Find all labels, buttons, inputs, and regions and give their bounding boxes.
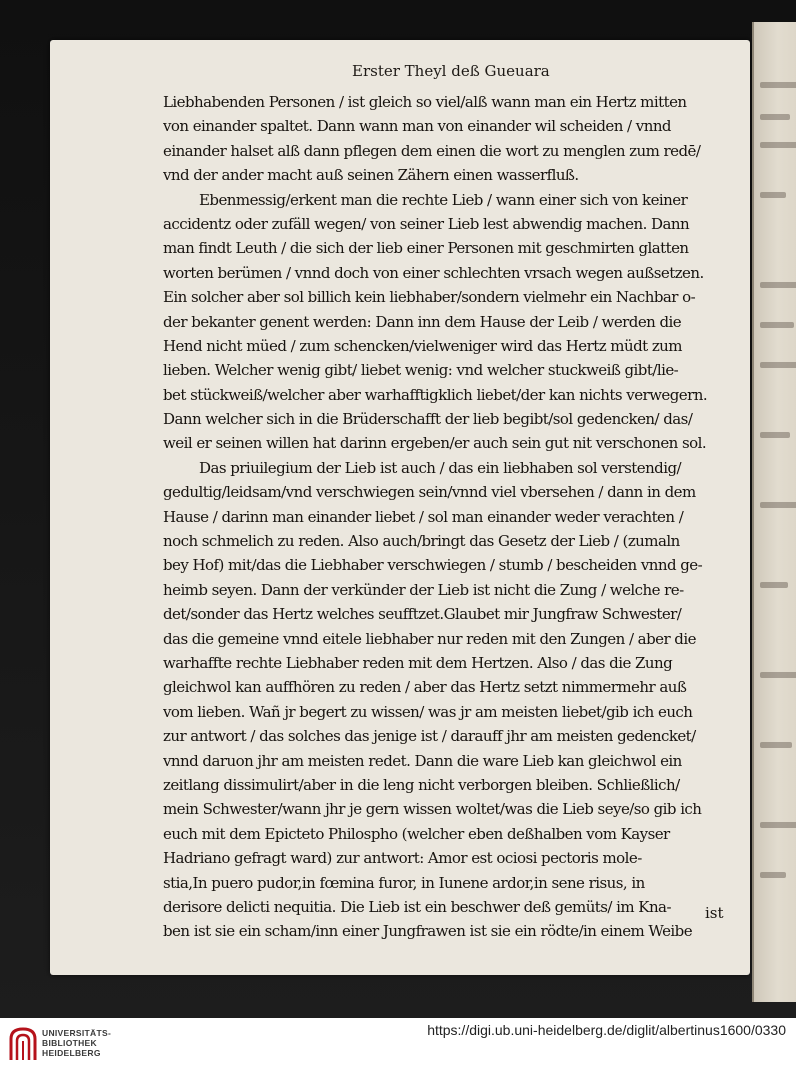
text-line: bet stückweiß/welcher aber warhafftigklich liebet/der kan nichts verwegern. — [163, 385, 708, 404]
text-line: heimb seyen. Dann der verkünder der Lieb ist nicht die Zung / welche re- — [163, 580, 684, 599]
text-line: Hause / darinn man einander liebet / sol man einander weder verachten / — [163, 507, 684, 526]
text-line: noch schmelich zu reden. Also auch/bringt das Gesetz der Lieb / (zumaln — [163, 532, 680, 551]
text-line: das die gemeine vnnd eitele liebhaber nur reden mit den Zungen / aber die — [163, 629, 696, 648]
text-line: mein Schwester/wann jhr je gern wissen woltet/was die Lieb seye/so gib ich — [163, 800, 702, 819]
text-line: gleichwol kan auffhören zu reden / aber das Hertz setzt nimmermehr auß — [163, 678, 687, 697]
text-line: bey Hof) mit/das die Liebhaber verschwiegen / stumb / bescheiden vnnd ge- — [163, 556, 703, 575]
text-line: accidentz oder zufäll wegen/ von seiner Lieb lest abwendig machen. Dann — [163, 214, 690, 233]
text-line: lieben. Welcher wenig gibt/ liebet wenig: vnd welcher stuckweiß gibt/lie- — [163, 361, 679, 380]
text-line: zur antwort / das solches das jenige ist / darauff jhr am meisten gedencket/ — [163, 727, 696, 746]
catchword: ist — [705, 904, 724, 922]
text-line: euch mit dem Epicteto Philospho (welcher eben deßhalben vom Kayser — [163, 824, 670, 843]
text-line: einander halset alß dann pflegen dem einen die wort zu menglen zum redē/ — [163, 141, 701, 160]
text-line: von einander spaltet. Dann wann man von einander wil scheiden / vnnd — [163, 117, 671, 136]
text-line: zeitlang dissimulirt/aber in die leng nicht verborgen bleiben. Schließlich/ — [163, 775, 680, 794]
text-line: det/sonder das Hertz welches seufftzet.Glaubet mir Jungfraw Schwester/ — [163, 605, 682, 624]
text-line: ben ist sie ein scham/inn einer Jungfrawen ist sie ein rödte/in einem Weibe — [163, 922, 693, 941]
library-logo-text[interactable] — [42, 1028, 111, 1058]
text-line: worten berümen / vnnd doch von einer schlechten vrsach wegen außsetzen. — [163, 263, 704, 282]
text-line: warhaffte rechte Liebhaber reden mit dem Hertzen. Also / das die Zung — [163, 653, 673, 672]
text-line: Liebhabenden Personen / ist gleich so viel/alß wann man ein Hertz mitten — [163, 93, 687, 111]
permalink-url[interactable]: https://digi.ub.uni-heidelberg.de/diglit/albertinus1600/0330 — [427, 1022, 786, 1038]
text-line: vnd der ander macht auß seinen Zähern einen wasserfluß. — [163, 166, 579, 185]
text-line: stia,In puero pudor,in fœmina furor, in Iunene ardor,in sene risus, in — [163, 873, 645, 892]
text-line: man findt Leuth / die sich der lieb einer Personen mit geschmirten glatten — [163, 239, 689, 258]
logo-line: HEIDELBERG — [42, 1048, 101, 1058]
text-line: Das priuilegium der Lieb ist auch / das ein liebhaben sol verstendig/ — [199, 458, 682, 477]
text-line: der bekanter genent werden: Dann inn dem Hause der Leib / werden die — [163, 312, 682, 331]
text-line: gedultig/leidsam/vnd verschwiegen sein/vnnd viel vbersehen / dann in dem — [163, 483, 696, 502]
text-line: derisore delicti nequitia. Die Lieb ist ein beschwer deß gemüts/ im Kna- — [163, 897, 671, 916]
running-head: Erster Theyl deß Gueuara — [352, 62, 550, 80]
text-line: Ein solcher aber sol billich kein liebhaber/sondern vielmehr ein Nachbar o- — [163, 288, 696, 307]
text-line: vnnd daruon jhr am meisten redet. Dann die ware Lieb kan gleichwol ein — [163, 751, 682, 770]
body-text — [163, 90, 729, 944]
text-line: Ebenmessig/erkent man die rechte Lieb / wann einer sich von keiner — [199, 190, 688, 209]
text-line: Hend nicht müed / zum schencken/vielweniger wird das Hertz müdt zum — [163, 336, 682, 355]
text-line: vom lieben. Wañ jr begert zu wissen/ was jr am meisten liebet/gib ich euch — [163, 702, 693, 721]
text-line: weil er seinen willen hat darinn ergeben/er auch sein gut nit verschonen sol. — [163, 434, 707, 453]
text-line: Dann welcher sich in die Brüderschafft der lieb begibt/sol gedencken/ das/ — [163, 410, 693, 429]
text-line: Hadriano gefragt ward) zur antwort: Amor est ociosi pectoris mole- — [163, 849, 642, 868]
adjacent-page-edge — [752, 22, 796, 1002]
logo-line: BIBLIOTHEK — [42, 1038, 97, 1048]
logo-line: UNIVERSITÄTS- — [42, 1028, 112, 1038]
library-logo-icon[interactable] — [8, 1025, 38, 1063]
